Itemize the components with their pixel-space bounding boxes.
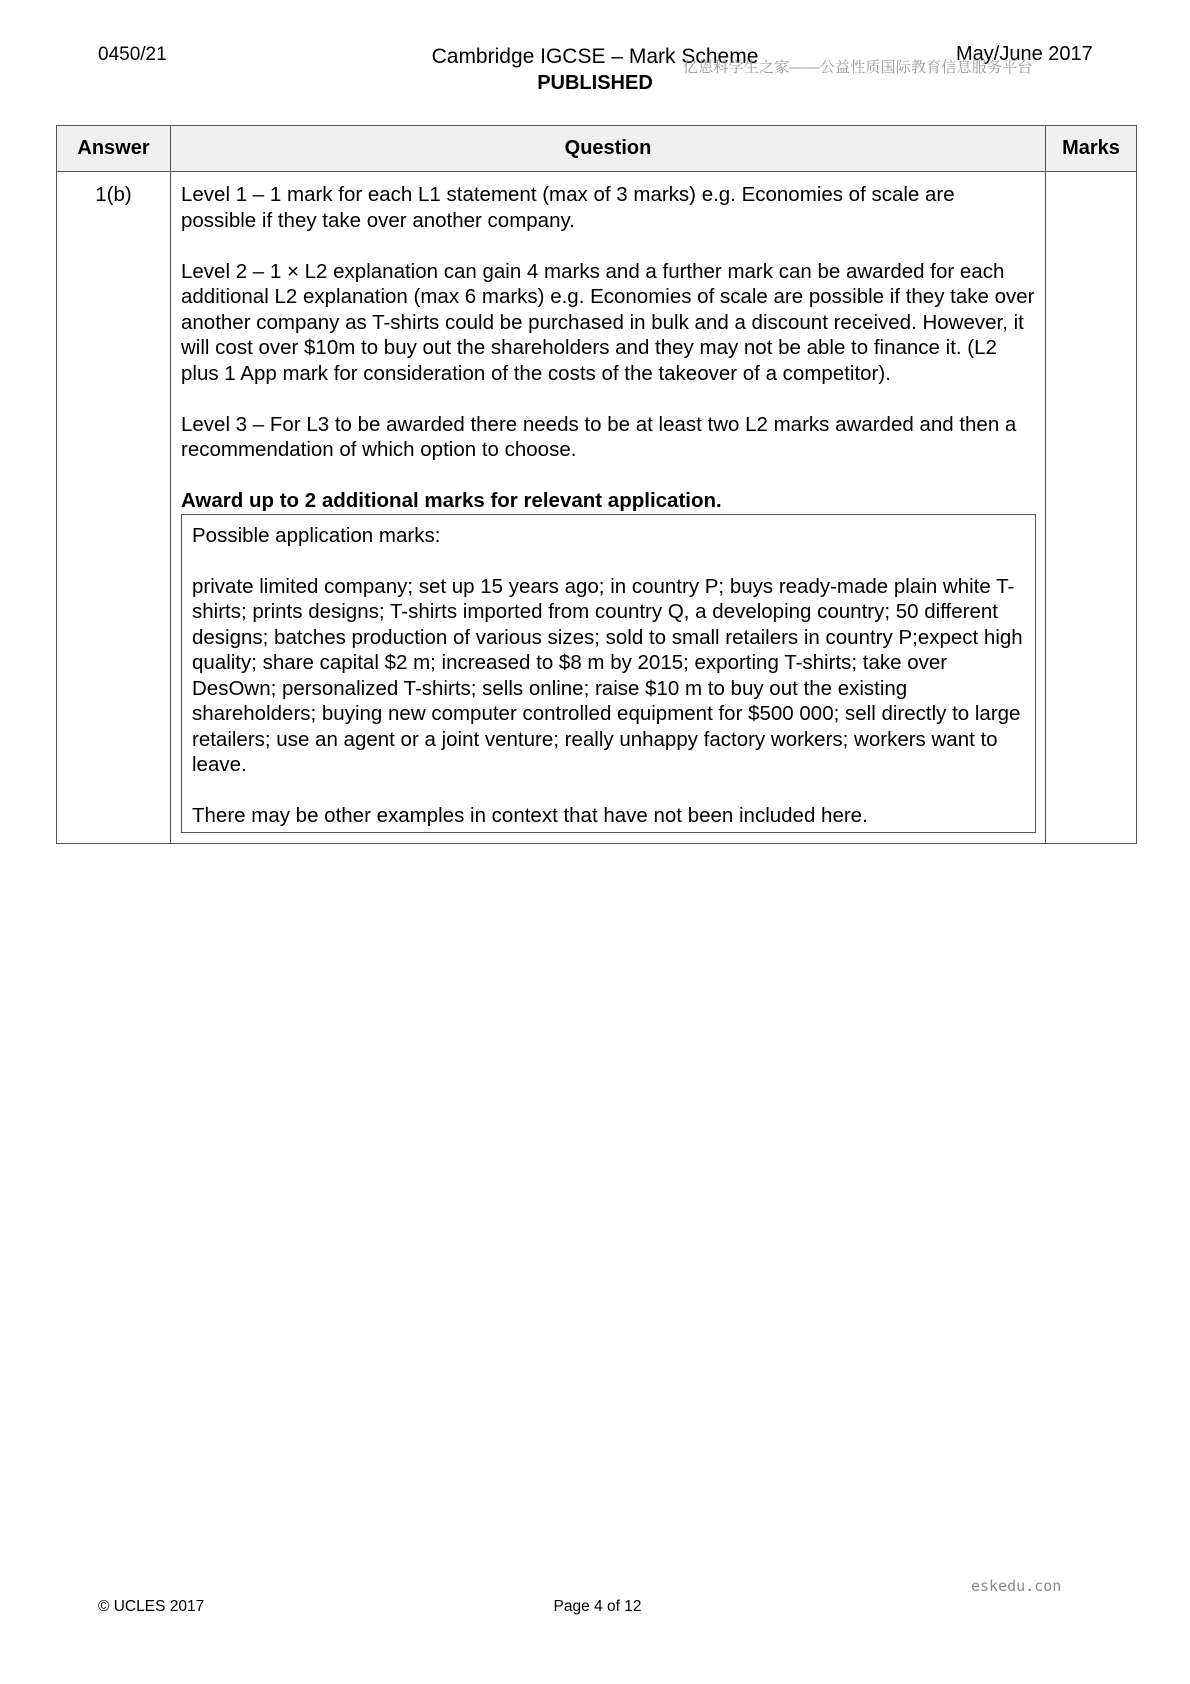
document-title: Cambridge IGCSE – Mark Scheme [431,45,759,68]
marks-cell [1046,172,1137,844]
column-header-answer: Answer [57,126,171,172]
site-watermark: eskedu.con [971,1577,1062,1595]
answer-cell: 1(b) [57,172,171,844]
level-3-text: Level 3 – For L3 to be awarded there needs to be at least two L2 marks awarded and then a recommendation of which option to choose. [181,412,1017,461]
syllabus-code: 0450/21 [98,44,167,65]
published-label: PUBLISHED [537,72,653,94]
column-header-question: Question [171,126,1046,172]
exam-session: May/June 2017 [956,43,1093,65]
application-note: There may be other examples in context that have not been included here. [192,804,868,827]
award-instruction: Award up to 2 additional marks for relevant application. [181,489,722,512]
application-list: private limited company; set up 15 years ago; in country P; buys ready-made plain white T-shirts; prints designs; T-shirts imported from country Q, a developing country; 50 different designs; batches production of various sizes; sold to small retailers in country P;expect high quality; share capital $2 m; increased to $8 m by 2015; exporting T-shirts; take over DesOwn; personalized T-shirts; sells online; raise $10 m to buy out the existing shareholders; buying new computer controlled equipment for $500 000; sell directly to large retailers; use an agent or a joint venture; really unhappy factory workers; workers want to leave. [192,574,1023,776]
level-1-text: Level 1 – 1 mark for each L1 statement (max of 3 marks) e.g. Economies of scale are possible if they take over another company. [181,183,955,232]
table-header-row [57,126,1137,172]
question-cell [171,172,1046,844]
application-heading: Possible application marks: [192,523,441,547]
level-2-text: Level 2 – 1 × L2 explanation can gain 4 marks and a further mark can be awarded for each additional L2 explanation (max 6 marks) e.g. Economies of scale are possible if they take over another company as T-shirts could be purchased in bulk and a discount received. However, it will cost over $10m to buy out the shareholders and they may not be able to finance it. (L2 plus 1 App mark for consideration of the costs of the takeover of a competitor). [181,259,1035,385]
copyright: © UCLES 2017 [98,1598,205,1615]
column-header-marks: Marks [1046,126,1137,172]
application-marks-box [181,514,1036,833]
watermark-text: 亿恩科学生之家——公益性质国际教育信息服务平台 [683,59,1033,76]
page-number: Page 4 of 12 [553,1598,642,1615]
table-row [57,172,1137,844]
mark-scheme-table [56,125,1137,844]
